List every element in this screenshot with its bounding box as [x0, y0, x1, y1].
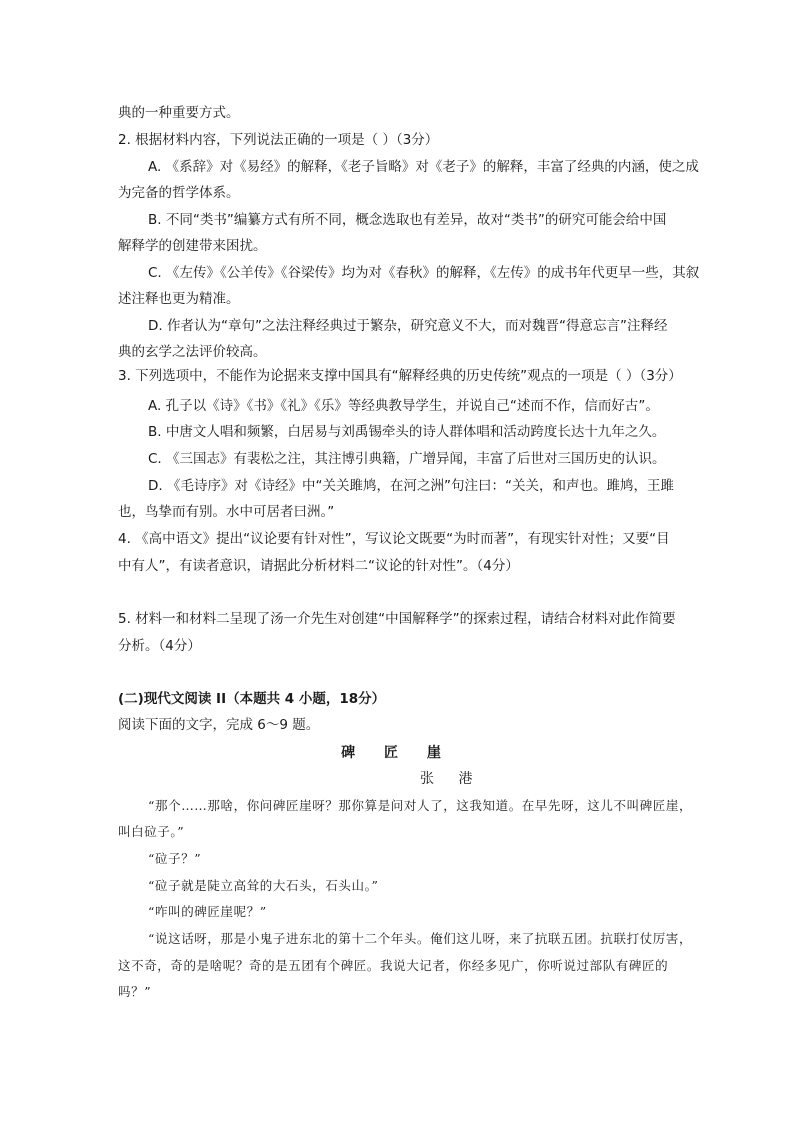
question-2: 2. 根据材料内容，下列说法正确的一项是（ ）（3分） [118, 132, 439, 148]
question-2-option-b: B. 不同“类书”编纂方式有所不同，概念选取也有差异，故对“类书”的研究可能会给中国 [148, 212, 667, 228]
question-3-option-d-cont: 也，鸟挚而有别。水中可居者曰洲。” [118, 504, 335, 520]
question-2-option-d-cont: 典的玄学之法评价较高。 [118, 344, 267, 360]
story-title: 碑 匠 崖 [341, 745, 453, 761]
question-2-option-c-cont: 述注释也更为精准。 [118, 291, 240, 307]
question-2-option-a: A. 《系辞》对《易经》的解释，《老子旨略》对《老子》的解释，丰富了经典的内涵，使之成 [148, 159, 699, 175]
question-3: 3. 下列选项中，不能作为论据来支撑中国具有“解释经典的历史传统”观点的一项是（ ）（3分） [118, 368, 682, 384]
paragraph-line: 典的一种重要方式。 [118, 105, 240, 121]
question-2-option-d: D. 作者认为“章句”之法注释经典过于繁杂，研究意义不大，而对魏晋“得意忘言”注释经 [148, 318, 668, 334]
instructions: 阅读下面的文字，完成 6～9 题。 [118, 717, 320, 733]
question-2-option-c: C. 《左传》《公羊传》《谷梁传》均为对《春秋》的解释，《左传》的成书年代更早一些，其叙 [148, 265, 700, 281]
question-5-cont: 分析。（4分） [118, 638, 201, 654]
story-paragraph: “咋叫的碑匠崖呢？” [148, 904, 267, 919]
question-2-option-a-cont: 为完备的哲学体系。 [118, 185, 240, 201]
question-3-option-c: C. 《三国志》有裴松之注，其注博引典籍，广增异闻，丰富了后世对三国历史的认识。 [148, 451, 666, 467]
question-3-option-a: A. 孔子以《诗》《书》《礼》《乐》等经典教导学生，并说自己“述而不作，信而好古”。 [148, 398, 659, 414]
story-paragraph: “那个……那啥，你问碑匠崖呀？那你算是问对人了，这我知道。在早先呀，这儿不叫碑匠崖， [148, 798, 693, 813]
story-paragraph: “砬子就是陡立高耸的大石头，石头山。” [148, 878, 379, 893]
story-paragraph-cont: 吗？” [118, 984, 152, 999]
question-5: 5. 材料一和材料二呈现了汤一介先生对创建“中国解释学”的探索过程，请结合材料对此作简要 [118, 611, 676, 627]
section-heading: (二)现代文阅读 II（本题共 4 小题，18分） [118, 691, 386, 707]
question-4-cont: 中有人”，有读者意识，请据此分析材料二“议论的针对性”。（4分） [118, 558, 519, 574]
question-3-option-b: B. 中唐文人唱和频繁，白居易与刘禹锡牵头的诗人群体唱和活动跨度长达十九年之久。 [148, 424, 666, 440]
question-3-option-d: D. 《毛诗序》对《诗经》中“关关雎鸠，在河之洲”句注曰：“关关，和声也。雎鸠，王雎 [148, 478, 674, 494]
story-paragraph: “说这话呀，那是小鬼子进东北的第十二个年头。俺们这儿呀，来了抗联五团。抗联打仗厉害， [148, 931, 693, 946]
story-author: 张 港 [420, 771, 483, 787]
question-4: 4. 《高中语文》提出“议论要有针对性”，写议论文既要“为时而著”，有现实针对性；又要“目 [118, 531, 670, 547]
story-paragraph-cont: 叫白砬子。” [118, 824, 185, 839]
story-paragraph: “砬子？” [148, 851, 202, 866]
story-paragraph-cont: 这不奇，奇的是啥呢？奇的是五团有个碑匠。我说大记者，你经多见广，你听说过部队有碑匠的 [118, 958, 669, 973]
question-2-option-b-cont: 解释学的创建带来困扰。 [118, 238, 267, 254]
